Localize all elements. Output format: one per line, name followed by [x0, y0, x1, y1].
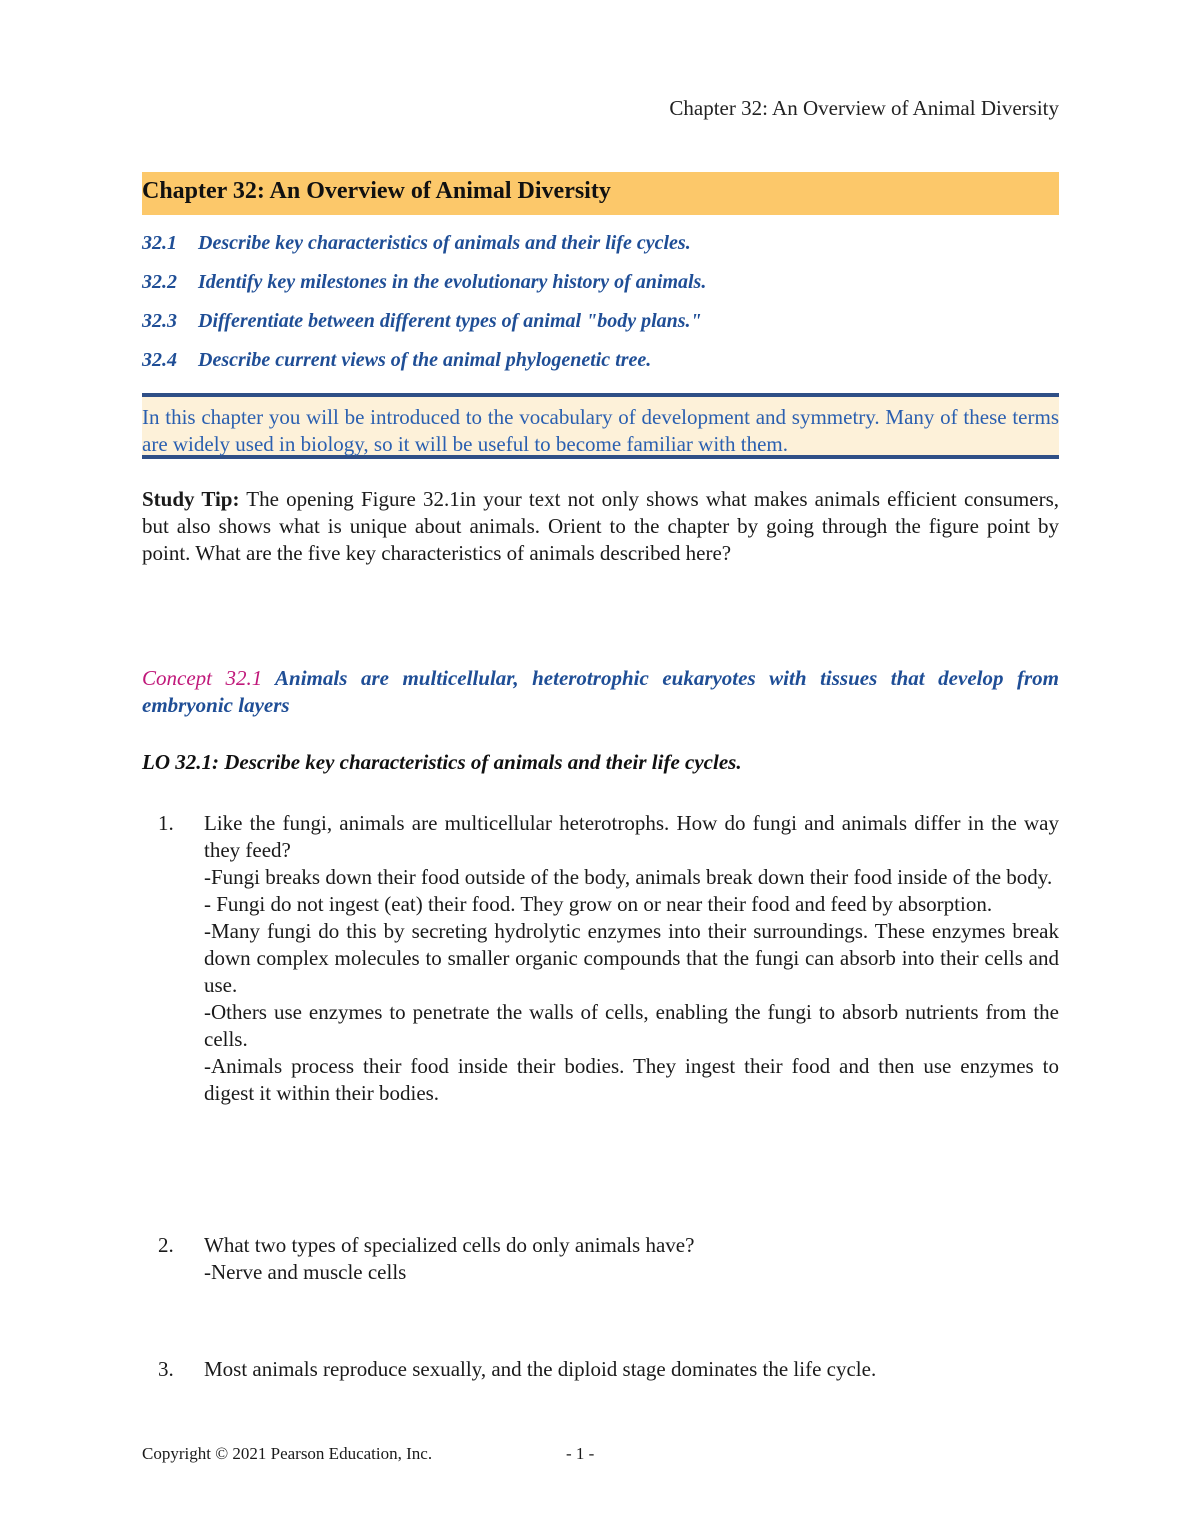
objective-text: Describe current views of the animal phylogenetic tree.: [198, 349, 652, 371]
chapter-intro-text: In this chapter you will be introduced to the vocabulary of development and symmetry. Many of these terms are widely used in biology, so it will be useful to become familiar with them.: [142, 405, 1059, 456]
document-page: [142, 0, 1059, 1536]
question-1: [142, 810, 1059, 1107]
objective-item: [142, 228, 1059, 267]
concept-label: Concept 32.1: [142, 666, 263, 690]
objective-number: 32.2: [142, 271, 177, 293]
question-prompt: Most animals reproduce sexually, and the diploid stage dominates the life cycle.: [204, 1357, 877, 1381]
chapter-banner: [142, 172, 1059, 215]
objective-number: 32.1: [142, 232, 177, 254]
question-number: 2.: [158, 1233, 174, 1257]
question-number: 1.: [158, 811, 174, 835]
objective-text: Differentiate between different types of animal "body plans.": [198, 310, 702, 332]
objective-item: [142, 345, 1059, 384]
learning-objectives-list: [142, 228, 1059, 384]
study-tip-label: Study Tip:: [142, 487, 240, 511]
chapter-intro-box: [142, 393, 1059, 459]
concept-text: Animals are multicellular, heterotrophic eukaryotes with tissues that develop from embryonic layers: [142, 666, 1060, 717]
lo-heading: LO 32.1: Describe key characteristics of animals and their life cycles.: [142, 750, 742, 774]
question-body: [204, 810, 1059, 1107]
objective-item: [142, 267, 1059, 306]
answer-line: -Animals process their food inside their bodies. They ingest their food and then use enzymes to digest it within their bodies.: [204, 1054, 1059, 1105]
page-number: - 1 -: [566, 1444, 595, 1463]
objective-number: 32.4: [142, 349, 177, 371]
answer-line: -Fungi breaks down their food outside of the body, animals break down their food inside of the body.: [204, 865, 1053, 889]
question-body: [204, 1232, 1059, 1286]
question-3: [142, 1356, 1059, 1383]
objective-text: Identify key milestones in the evolutionary history of animals.: [198, 271, 707, 293]
question-number: 3.: [158, 1357, 174, 1381]
answer-line: -Others use enzymes to penetrate the walls of cells, enabling the fungi to absorb nutrients from the cells.: [204, 1000, 1059, 1051]
question-prompt: What two types of specialized cells do only animals have?: [204, 1233, 695, 1257]
answer-line: -Many fungi do this by secreting hydrolytic enzymes into their surroundings. These enzymes break down complex molecules to smaller organic compounds that the fungi can absorb into their cells and use.: [204, 919, 1059, 997]
chapter-title: Chapter 32: An Overview of Animal Diversity: [142, 178, 611, 204]
study-tip: [142, 486, 1059, 567]
question-prompt: Like the fungi, animals are multicellular heterotrophs. How do fungi and animals differ in the way they feed?: [204, 811, 1059, 862]
running-header: Chapter 32: An Overview of Animal Diversity: [669, 96, 1059, 120]
copyright-notice: Copyright © 2021 Pearson Education, Inc.: [142, 1444, 433, 1463]
objective-number: 32.3: [142, 310, 177, 332]
answer-line: -Nerve and muscle cells: [204, 1260, 407, 1284]
objective-text: Describe key characteristics of animals and their life cycles.: [198, 232, 691, 254]
study-tip-text: The opening Figure 32.1in your text not only shows what makes animals efficient consumers, but also shows what is unique about animals. Orient to the chapter by going through the figure point by point. What are the five key characteristics of animals described here?: [142, 487, 1060, 565]
question-2: [142, 1232, 1059, 1286]
answer-line: - Fungi do not ingest (eat) their food. They grow on or near their food and feed by absorption.: [204, 892, 993, 916]
concept-heading: [142, 665, 1059, 719]
objective-item: [142, 306, 1059, 345]
question-body: [204, 1356, 1059, 1383]
